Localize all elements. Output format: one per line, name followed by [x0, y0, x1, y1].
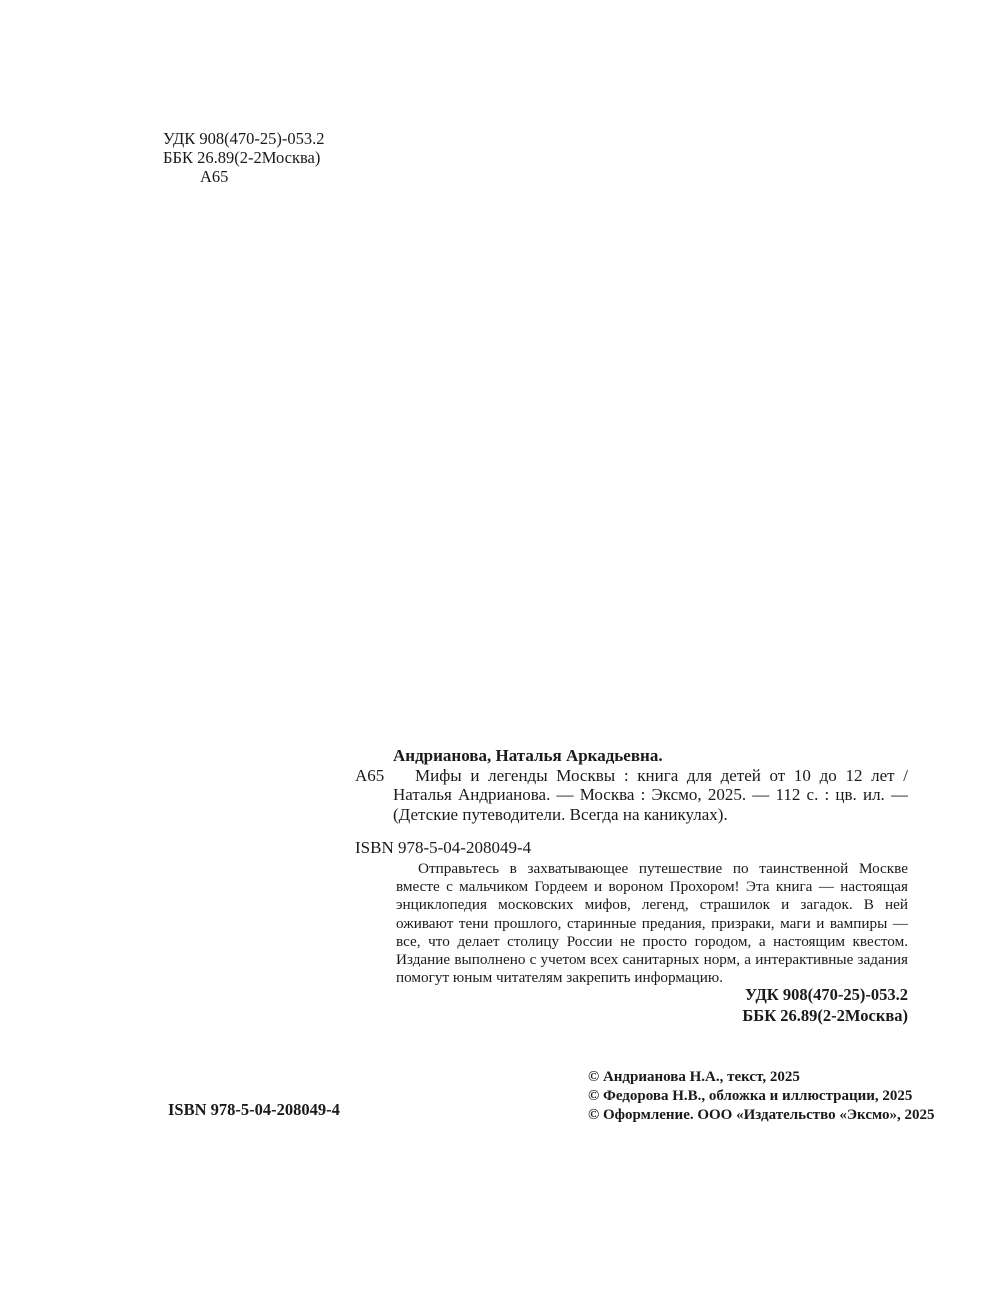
card-isbn: ISBN 978-5-04-208049-4 — [355, 838, 532, 857]
card-author-heading: Андрианова, Наталья Аркадьевна. — [393, 746, 663, 765]
classification-footer — [396, 985, 908, 1026]
author-sign: А65 — [200, 167, 229, 186]
copyright-line-publisher: © Оформление. ООО «Издательство «Эксмо», 2025 — [588, 1107, 935, 1123]
footer-bbk-code: ББК 26.89(2-2Москва) — [742, 1005, 908, 1025]
copyright-block — [588, 1068, 935, 1125]
footer-isbn: ISBN 978-5-04-208049-4 — [168, 1100, 340, 1119]
catalog-card — [355, 746, 908, 858]
card-entry — [355, 766, 908, 825]
annotation-paragraph: Отправьтесь в захватывающее путешествие по таинственной Москве вместе с мальчиком Гордеем и вороном Прохором! Эта книга — настоящая энциклопедия московских мифов, легенд, страшилок и загадок. В ней оживают тени прошлого, старинные предания, призраки, маги и вампиры — все, что делает столицу России не просто городом, а настоящим квестом. Издание выполнено с учетом всех санитарных норм, а интерактивные задания помогут юным читателям закрепить информацию. — [396, 860, 908, 987]
top-classification-block — [163, 129, 325, 186]
copyright-line-text: © Андрианова Н.А., текст, 2025 — [588, 1069, 800, 1085]
copyright-line-cover: © Федорова Н.В., обложка и иллюстрации, 2025 — [588, 1088, 913, 1104]
card-author-sign: А65 — [355, 765, 385, 785]
card-description: Мифы и легенды Москвы : книга для детей от 10 до 12 лет / Наталья Андрианова. — Москва : Эксмо, 2025. — 112 с. : цв. ил. — (Детские путеводители. Всегда на каникулах). — [393, 765, 908, 824]
footer-udk-code: УДК 908(470-25)-053.2 — [745, 985, 908, 1004]
bbk-code: ББК 26.89(2-2Москва) — [163, 148, 321, 167]
udk-code: УДК 908(470-25)-053.2 — [163, 129, 325, 148]
